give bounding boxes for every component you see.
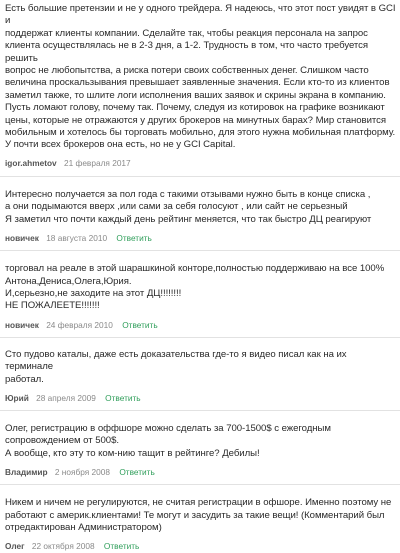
comment-text: Есть большие претензии и не у одного трейдера. Я надеюсь, что этот пост увидят в GCI и поддержат клиенты компании. Сделайте так, чтобы реакция персонала на запрос клиента осуществлялась не в 2-3 дня, а 1-2. Трудность в том, что часто требуется решить вопрос не любопытства, а риска потери своих собственных денег. Слишком часто величина проскальзывания превышает заявленные значения. Если кто-то из клиентов заметил также, то шлите логи исполнения ваших заявок и скрины экрана в компанию. Пусть ломают голову, почему так. Почему, следуя из котировок на графике возникают цены, которые не отражаются у других брокеров на минутных барах? Мир становится мобильным и хотелось бы торговать мобильно, для этого нужна мобильная платформу. У почти всех брокеров она есть, но не у GCI Capital.: [5, 3, 396, 151]
comment-author[interactable]: новичек: [5, 233, 39, 244]
comment-author[interactable]: igor.ahmetov: [5, 157, 57, 168]
reply-link[interactable]: Ответить: [116, 233, 152, 244]
comment-meta: [0, 465, 400, 479]
comment-author[interactable]: Юрий: [5, 392, 29, 403]
comment-text: Олег, регистрацию в оффшоре можно сделать за 700-1500$ с ежегодным сопровождением от 500$. А вообще, кто эту то ком-нию тащит в рейтинге? Дебилы!: [5, 422, 331, 459]
comment-meta: [0, 156, 400, 170]
comment-meta: [0, 539, 400, 553]
reply-link[interactable]: Ответить: [122, 319, 158, 330]
comment-date: 2 ноября 2008: [54, 467, 111, 478]
comment-text: Сто пудово каталы, даже есть доказательства где-то я видео писал как на их терминале работал.: [5, 348, 347, 385]
reply-link[interactable]: Ответить: [105, 392, 141, 403]
comment-text: Интересно получается за пол года с такими отзывами нужно быть в конце списка , а они подымаются вверх ,или сами за себя голосуют , или сайт не серьезный Я заметил что почти каждый день рейтинг меняется, что так быстро ДЦ реагируют: [5, 188, 372, 225]
comment: [0, 251, 400, 332]
comment: [0, 411, 400, 479]
comment-author[interactable]: Олег: [5, 541, 25, 552]
comment-author[interactable]: Владимир: [5, 467, 48, 478]
comment-meta: [0, 318, 400, 332]
reply-link[interactable]: Ответить: [103, 541, 140, 552]
comment: [0, 485, 400, 553]
comment: [0, 338, 400, 405]
comment-date: 18 августа 2010: [46, 233, 108, 244]
comment-text: торговал на реале в этой шарашкиной конторе,полностью поддерживаю на все 100% Антона,Дениса,Олега,Юрия. И,серьезно,не заходите на этот ДЦ!!!!!!!! НЕ ПОЖАЛЕЕТЕ!!!!!!!: [5, 263, 385, 312]
comment-text: Никем и ничем не регулируются, не считая регистрации в офшоре. Именно поэтому не работают с америк.клиентами! Те могут и засудить за такие вещи! (Комментарий был отредактирован Администратором): [5, 497, 392, 533]
comment-author[interactable]: новичек: [5, 319, 39, 330]
comment-date: 22 октября 2008: [31, 541, 95, 552]
comment-meta: [0, 391, 400, 405]
comment: [0, 0, 400, 170]
comment-date: 28 апреля 2009: [36, 392, 96, 403]
comment-date: 24 февраля 2010: [46, 319, 113, 330]
comment-date: 21 февраля 2017: [63, 157, 131, 168]
reply-link[interactable]: Ответить: [119, 467, 155, 478]
comment-meta: [0, 231, 400, 245]
comment: [0, 177, 400, 245]
